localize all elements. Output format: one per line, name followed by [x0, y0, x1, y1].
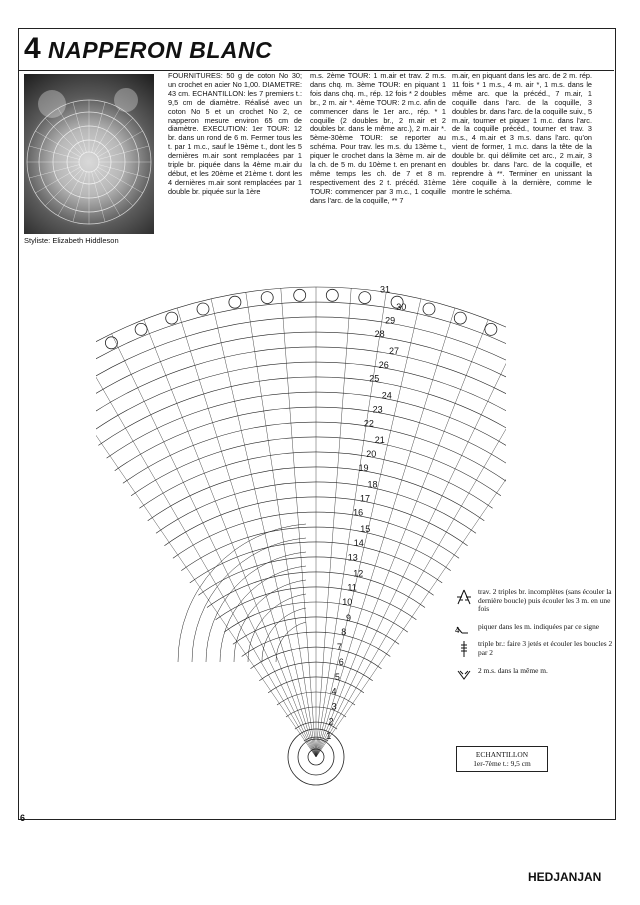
round-label: 25 — [369, 373, 380, 384]
svg-text:4: 4 — [455, 625, 460, 635]
triple-stitch-icon — [454, 640, 474, 658]
round-label: 14 — [353, 538, 364, 549]
page-number: 6 — [20, 813, 26, 823]
round-label: 2 — [328, 716, 334, 727]
round-label: 22 — [363, 418, 374, 429]
round-label: 7 — [336, 641, 342, 652]
doily-photo-icon — [24, 74, 154, 234]
legend-item — [454, 667, 614, 676]
legend-item — [454, 640, 614, 657]
round-label: 8 — [341, 627, 347, 638]
round-label: 23 — [372, 404, 383, 415]
round-label: 30 — [396, 301, 407, 312]
legend-text: triple br.: faire 3 jetés et écouler les boucles 2 par 2 — [478, 639, 613, 657]
legend-text: piquer dans les m. indiquées par ce signe — [478, 621, 600, 631]
round-label: 10 — [342, 597, 353, 608]
stitch-into-icon — [454, 623, 474, 641]
round-label: 4 — [331, 686, 337, 697]
stylist-credit: Styliste: Elizabeth Hiddleson — [24, 236, 119, 245]
text-column-3 — [452, 72, 592, 197]
round-label: 5 — [334, 671, 340, 682]
article-header — [18, 28, 614, 71]
round-label: 27 — [389, 346, 400, 357]
round-label: 19 — [358, 463, 369, 474]
legend-item — [454, 621, 614, 635]
instructions-part-3: m.air, en piquant dans les arc. de 2 m. rép. 11 fois * 1 m.s., 4 m. air *, 1 m.s. dans le même arc. que la précéd., 7 m.air, 1 coquille dans l'arc. de la coquille, 3 doubles br. dans l'arc. de la coquille suiv., 5 m.air, tourner et piquer 1 m.c. dans l'arc. de la coquille précéd., tourner et trav. 3 m.s., 4 m.air et 3 m.s. dans l'arc. qu'on vient de former, 1 m.c. dans la tête de la double br. qui délimite cet arc., 2 m.air, 3 doubles br. dans l'arc. de la coquille, et reprendre à **. Terminer en unissant la 1ère coquille à la dernière, comme le montre le schéma. — [452, 71, 592, 196]
legend-item — [454, 588, 614, 614]
round-label: 13 — [347, 552, 358, 563]
echantillon-title: ECHANTILLON — [475, 750, 529, 759]
symbol-legend — [454, 588, 614, 684]
crochet-chart-diagram — [96, 252, 506, 807]
double-triple-icon — [454, 588, 474, 606]
round-label: 31 — [380, 284, 391, 295]
round-label: 17 — [360, 493, 371, 504]
instructions-part-1: FOURNITURES: 50 g de coton No 30; un crochet en acier No 1,00. DIAMETRE: 43 cm. ECHANTILLON: les 7 premiers t.: 9,5 cm de diamètre. Réalisé avec un coton No 5 et un crochet No 2, ce napperon mesure environ 65 cm de diamètre. EXECUTION: 1er TOUR: 12 br. dans un rond de 6 m. Fermer tous les t. par 1 m.c., sauf le 19ème t., dont les 5 dernières m.air sont remplacées par 1 triple br. piquée dans la 4ème m.air du début, et les 20ème et 21ème t. dont les 4 dernières m.air sont remplacées par 1 double br. piquée sur la 1ère — [168, 71, 302, 196]
text-column-2 — [310, 72, 446, 206]
instructions-part-2: m.s. 2ème TOUR: 1 m.air et trav. 2 m.s. dans chq. m. 3ème TOUR: en piquant 1 fois dans chq. m., rép. 12 fois * 2 doubles br., 2 m. air *. 4ème TOUR: 2 m.c. afin de commencer dans le 1er arc., rép. * 1 coquille (2 doubles br., 2 m.air et 2 doubles br. dans le même arc.), 2 m.air *. 5ème-30ème TOUR: se reporter au schéma. Pour trav. les m.s. du 13ème t., piquer le crochet dans la 3ème m. air de la ch. de 5 m. du 10ème t. en prenant en même temps les ch. de 7 et 8 m. respectivement des 2 t. précéd. 31ème TOUR: commencer par 3 m.c., 1 coquille dans l'arc. de la coquille, ** 7 — [310, 71, 446, 205]
round-label: 12 — [353, 568, 364, 579]
article-title: NAPPERON BLANC — [48, 37, 273, 63]
doily-photo — [24, 74, 154, 234]
legend-text: trav. 2 triples br. incomplètes (sans écouler la dernière boucle) puis écouler les 3 m. en une fois — [478, 587, 612, 614]
round-label: 28 — [374, 329, 385, 339]
two-sc-icon — [454, 667, 474, 685]
echantillon-box — [456, 746, 548, 772]
echantillon-value: 1er-7ème t.: 9,5 cm — [473, 759, 531, 768]
round-label: 18 — [367, 479, 378, 490]
round-label: 1 — [326, 731, 332, 742]
round-label: 21 — [374, 435, 385, 446]
round-label: 9 — [346, 612, 352, 623]
legend-text: 2 m.s. dans la même m. — [478, 665, 548, 675]
round-label: 3 — [331, 701, 337, 712]
article-number: 4 — [24, 32, 41, 65]
round-label: 11 — [347, 582, 357, 593]
round-label: 26 — [378, 359, 389, 370]
round-label: 6 — [338, 657, 344, 668]
round-label: 24 — [381, 390, 392, 401]
round-label: 15 — [360, 523, 371, 534]
round-label: 29 — [385, 315, 396, 326]
round-label: 20 — [366, 449, 377, 459]
watermark: HEDJANJAN — [528, 870, 602, 884]
text-column-1 — [168, 72, 302, 197]
round-label: 16 — [353, 507, 364, 518]
